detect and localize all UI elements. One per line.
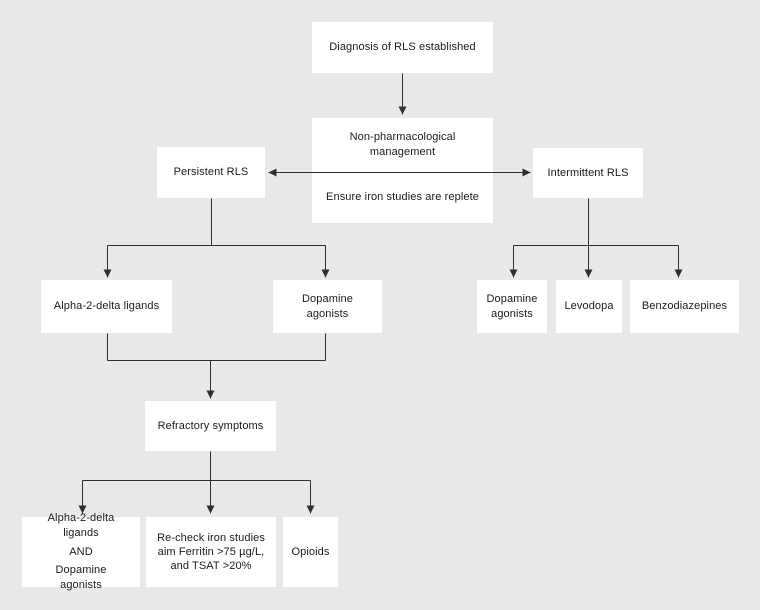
node-recheck-iron-line3: and TSAT >20% (170, 560, 252, 573)
node-management-line2: Ensure iron studies are replete (326, 191, 479, 204)
node-persistent-rls-label: Persistent RLS (173, 166, 249, 179)
node-management-line1: Non-pharmacological management (349, 131, 456, 158)
node-dopamine-agonists-intermittent (477, 280, 547, 333)
node-refractory-symptoms (145, 401, 276, 451)
node-dopamine-agonists-persistent-label: Dopamine agonists (302, 292, 353, 320)
node-opioids (283, 517, 338, 587)
node-levodopa (556, 280, 622, 333)
node-dopamine-agonists-persistent (273, 280, 382, 333)
node-opioids-label: Opioids (291, 545, 330, 558)
node-dopamine-agonists-intermittent-label: Dopamine agonists (486, 292, 538, 320)
node-intermittent-rls (533, 148, 643, 198)
node-combination-line2: AND (69, 545, 93, 558)
node-refractory-symptoms-label: Refractory symptoms (157, 419, 264, 432)
node-recheck-iron-studies (146, 517, 276, 587)
node-benzodiazepines-label: Benzodiazepines (641, 300, 728, 313)
node-diagnosis-label: Diagnosis of RLS established (329, 41, 476, 54)
node-recheck-iron-line2: aim Ferritin >75 µg/L, (157, 545, 265, 558)
node-combination-line3: Dopamine agonists (55, 564, 107, 592)
node-combination-line1: Alpha-2-delta ligands (47, 511, 115, 539)
node-levodopa-label: Levodopa (564, 300, 614, 313)
node-diagnosis (312, 22, 493, 73)
node-persistent-rls (157, 147, 265, 198)
node-alpha2delta-ligands-label: Alpha-2-delta ligands (53, 300, 160, 313)
node-recheck-iron-line1: Re-check iron studies (157, 531, 265, 544)
node-alpha2delta-ligands (41, 280, 172, 333)
node-benzodiazepines (630, 280, 739, 333)
node-management (312, 118, 493, 223)
node-combination-therapy (22, 511, 140, 592)
node-intermittent-rls-label: Intermittent RLS (547, 166, 629, 179)
